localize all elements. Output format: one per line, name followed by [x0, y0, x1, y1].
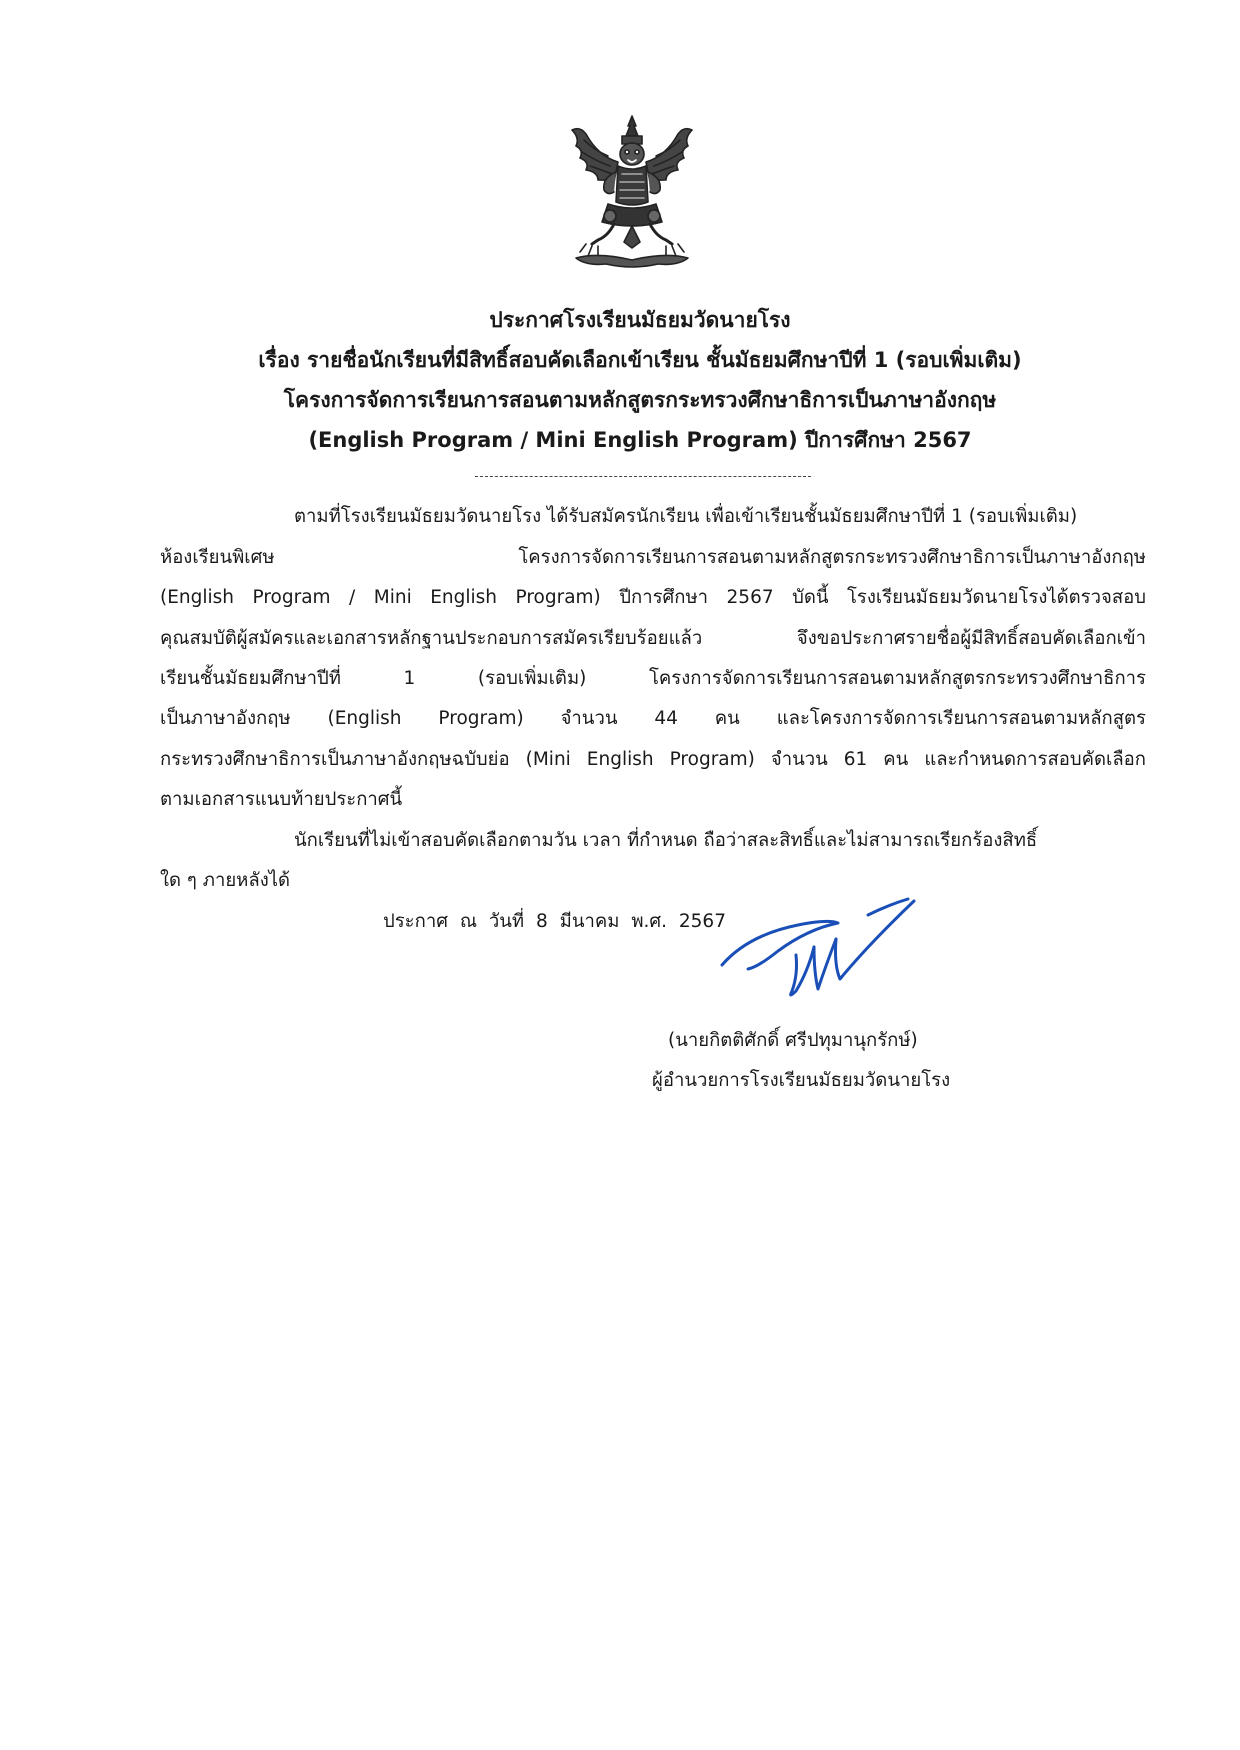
body-line: คุณสมบัติผู้สมัครและเอกสารหลักฐานประกอบการสมัครเรียบร้อยแล้ว จึงขอประกาศรายชื่อผู้มีสิทธิ์สอบคัดเลือกเข้า	[160, 628, 1146, 649]
notice-line: นักเรียนที่ไม่เข้าสอบคัดเลือกตามวัน เวลา ที่กำหนด ถือว่าสละสิทธิ์และไม่สามารถเรียกร้องสิทธิ์	[294, 830, 1038, 851]
body-line: เป็นภาษาอังกฤษ (English Program) จำนวน 44 คน และโครงการจัดการเรียนการสอนตามหลักสูตร	[160, 708, 1146, 729]
divider	[475, 476, 811, 477]
body-line: เรียนชั้นมัธยมศึกษาปีที่ 1 (รอบเพิ่มเติม) โครงการจัดการเรียนการสอนตามหลักสูตรกระทรวงศึกษาธิการ	[160, 668, 1146, 689]
announcement-title: ประกาศโรงเรียนมัธยมวัดนายโรง	[489, 308, 791, 332]
body-line: ตามเอกสารแนบท้ายประกาศนี้	[160, 789, 403, 810]
announcement-project: โครงการจัดการเรียนการสอนตามหลักสูตรกระทรวงศึกษาธิการเป็นภาษาอังกฤษ	[283, 388, 997, 412]
body-line: (English Program / Mini English Program) ปีการศึกษา 2567 บัดนี้ โรงเรียนมัธยมวัดนายโรงได้ตรวจสอบ	[160, 587, 1146, 608]
announcement-program: (English Program / Mini English Program) ปีการศึกษา 2567	[308, 428, 972, 452]
body-line: กระทรวงศึกษาธิการเป็นภาษาอังกฤษฉบับย่อ (Mini English Program) จำนวน 61 คน และกำหนดการสอบคัดเลือก	[160, 749, 1146, 770]
body-line: ตามที่โรงเรียนมัธยมวัดนายโรง ได้รับสมัครนักเรียน เพื่อเข้าเรียนชั้นมัธยมศึกษาปีที่ 1 (รอบเพิ่มเติม)	[294, 506, 1078, 527]
body-line: ห้องเรียนพิเศษ โครงการจัดการเรียนการสอนตามหลักสูตรกระทรวงศึกษาธิการเป็นภาษาอังกฤษ	[160, 547, 1146, 568]
garuda-emblem-icon	[558, 112, 706, 270]
notice-line: ใด ๆ ภายหลังได้	[160, 870, 291, 891]
announcement-date: ประกาศ ณ วันที่ 8 มีนาคม พ.ศ. 2567	[383, 911, 726, 932]
handwritten-signature	[718, 895, 918, 1015]
signatory-title: ผู้อำนวยการโรงเรียนมัธยมวัดนายโรง	[652, 1070, 951, 1091]
signatory-name: (นายกิตติศักดิ์ ศรีปทุมานุกรักษ์)	[668, 1030, 918, 1051]
announcement-subject: เรื่อง รายชื่อนักเรียนที่มีสิทธิ์สอบคัดเลือกเข้าเรียน ชั้นมัธยมศึกษาปีที่ 1 (รอบเพิ่มเติม)	[258, 348, 1022, 372]
